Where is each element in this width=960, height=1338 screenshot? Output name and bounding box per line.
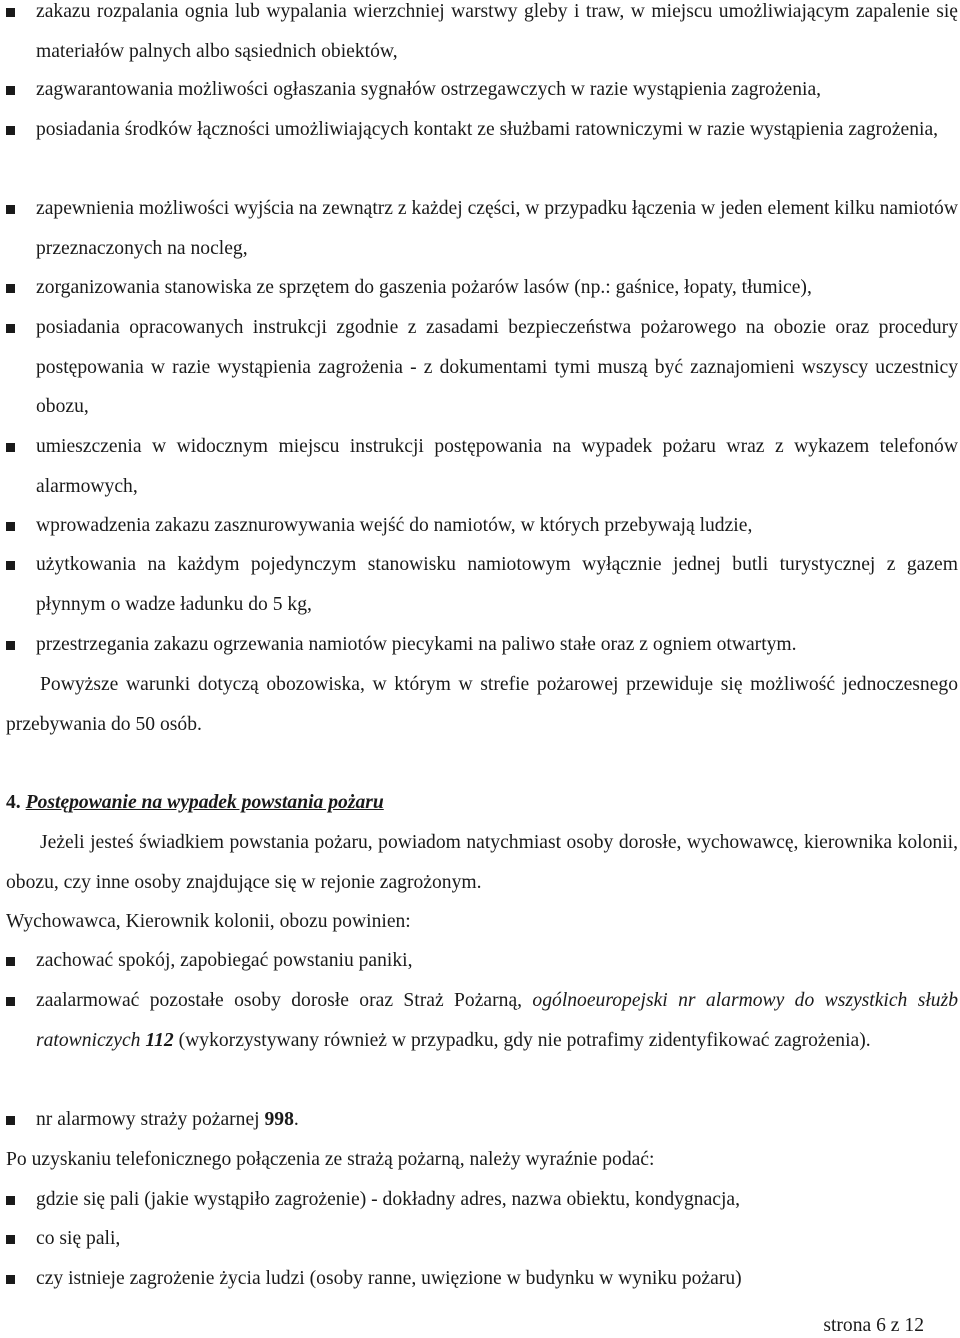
square-bullet-icon [6,205,15,214]
list-item-text: przestrzegania zakazu ogrzewania namiotów piecykami na paliwo stałe oraz z ogniem otwartym. [36,634,797,655]
paragraph-conditions: Powyższe warunki dotyczą obozowiska, w którym w strefie pożarowej przewiduje się możliwość jednoczesnego przebywania do 50 osób. [6,674,958,735]
list-item-text: posiadania opracowanych instrukcji zgodnie z zasadami bezpieczeństwa pożarowego na obozie oraz procedury postępowania w razie wystąpienia zagrożenia - z dokumentami tymi muszą być zaznajomieni wszyscy uczestnicy obozu, [36,317,958,417]
paragraph-call: Po uzyskaniu telefonicznego połączenia ze strażą pożarną, należy wyraźnie podać: [6,1149,655,1170]
square-bullet-icon [6,522,15,531]
section-heading [6,783,384,823]
list-item-text: zagwarantowania możliwości ogłaszania sygnałów ostrzegawczych w razie wystąpienia zagrożenia, [36,79,822,100]
section-number: 4. [6,792,21,813]
square-bullet-icon [6,86,15,95]
fire-brigade-number: 998 [264,1109,294,1130]
list-item-text: wprowadzenia zakazu zasznurowywania wejść do namiotów, w których przebywają ludzie, [36,515,753,536]
list-item-text-part: zaalarmować pozostałe osoby dorosłe oraz Straż Pożarną, [36,990,533,1011]
list-item-text [36,981,958,1060]
paragraph-duties: Wychowawca, Kierownik kolonii, obozu powinien: [6,911,411,932]
square-bullet-icon [6,997,15,1006]
list-item-text: gdzie się pali (jakie wystąpiło zagrożenie) - dokładny adres, nazwa obiektu, kondygnacja, [36,1189,741,1210]
square-bullet-icon [6,561,15,570]
list-item-text-part: (wykorzystywany również w przypadku, gdy nie potrafimy zidentyfikować zagrożenia). [173,1029,871,1051]
square-bullet-icon [6,1196,15,1205]
list-item-text: zorganizowania stanowiska ze sprzętem do gaszenia pożarów lasów (np.: gaśnice, łopaty, tłumice), [36,277,812,298]
square-bullet-icon [6,1235,15,1244]
square-bullet-icon [6,126,15,135]
list-item-text-part: . [293,1109,299,1130]
section-title: Postępowanie na wypadek powstania pożaru [25,792,384,813]
list-item-text-part: nr alarmowy straży pożarnej [36,1109,265,1130]
list-item-text: zachować spokój, zapobiegać powstaniu paniki, [36,950,413,971]
square-bullet-icon [6,1116,15,1125]
square-bullet-icon [6,284,15,293]
list-item-text: co się pali, [36,1228,121,1249]
emergency-number-112: 112 [145,1029,174,1051]
square-bullet-icon [6,641,15,650]
page-number: strona 6 z 12 [823,1315,924,1336]
list-item-text: zapewnienia możliwości wyjścia na zewnątrz z każdej części, w przypadku łączenia w jeden element kilku namiotów przeznaczonych na nocleg, [36,198,958,259]
square-bullet-icon [6,1275,15,1284]
list-item-text: czy istnieje zagrożenie życia ludzi (osoby ranne, uwięzione w budynku w wyniku pożaru) [36,1268,742,1289]
square-bullet-icon [6,957,15,966]
square-bullet-icon [6,324,15,333]
list-item-text: użytkowania na każdym pojedynczym stanowisku namiotowym wyłącznie jednej butli turystycznej z gazem płynnym o wadze ładunku do 5 kg, [36,554,958,615]
square-bullet-icon [6,443,15,452]
square-bullet-icon [6,8,15,17]
list-item-text: umieszczenia w widocznym miejscu instrukcji postępowania na wypadek pożaru wraz z wykazem telefonów alarmowych, [36,436,958,497]
list-item-text [36,1100,958,1140]
list-item-text: posiadania środków łączności umożliwiających kontakt ze służbami ratowniczymi w razie wystąpienia zagrożenia, [36,119,939,140]
emergency-number-description: ogólnoeuropejski nr alarmowy do wszystkich służb ratowniczych [36,990,958,1051]
list-item-text: zakazu rozpalania ognia lub wypalania wierzchniej warstwy gleby i traw, w miejscu umożliwiającym zapalenie się materiałów palnych albo sąsiednich obiektów, [36,1,958,62]
paragraph-witness: Jeżeli jesteś świadkiem powstania pożaru, powiadom natychmiast osoby dorosłe, wychowawcę, kierownika kolonii, obozu, czy inne osoby znajdujące się w rejonie zagrożonym. [6,832,958,893]
